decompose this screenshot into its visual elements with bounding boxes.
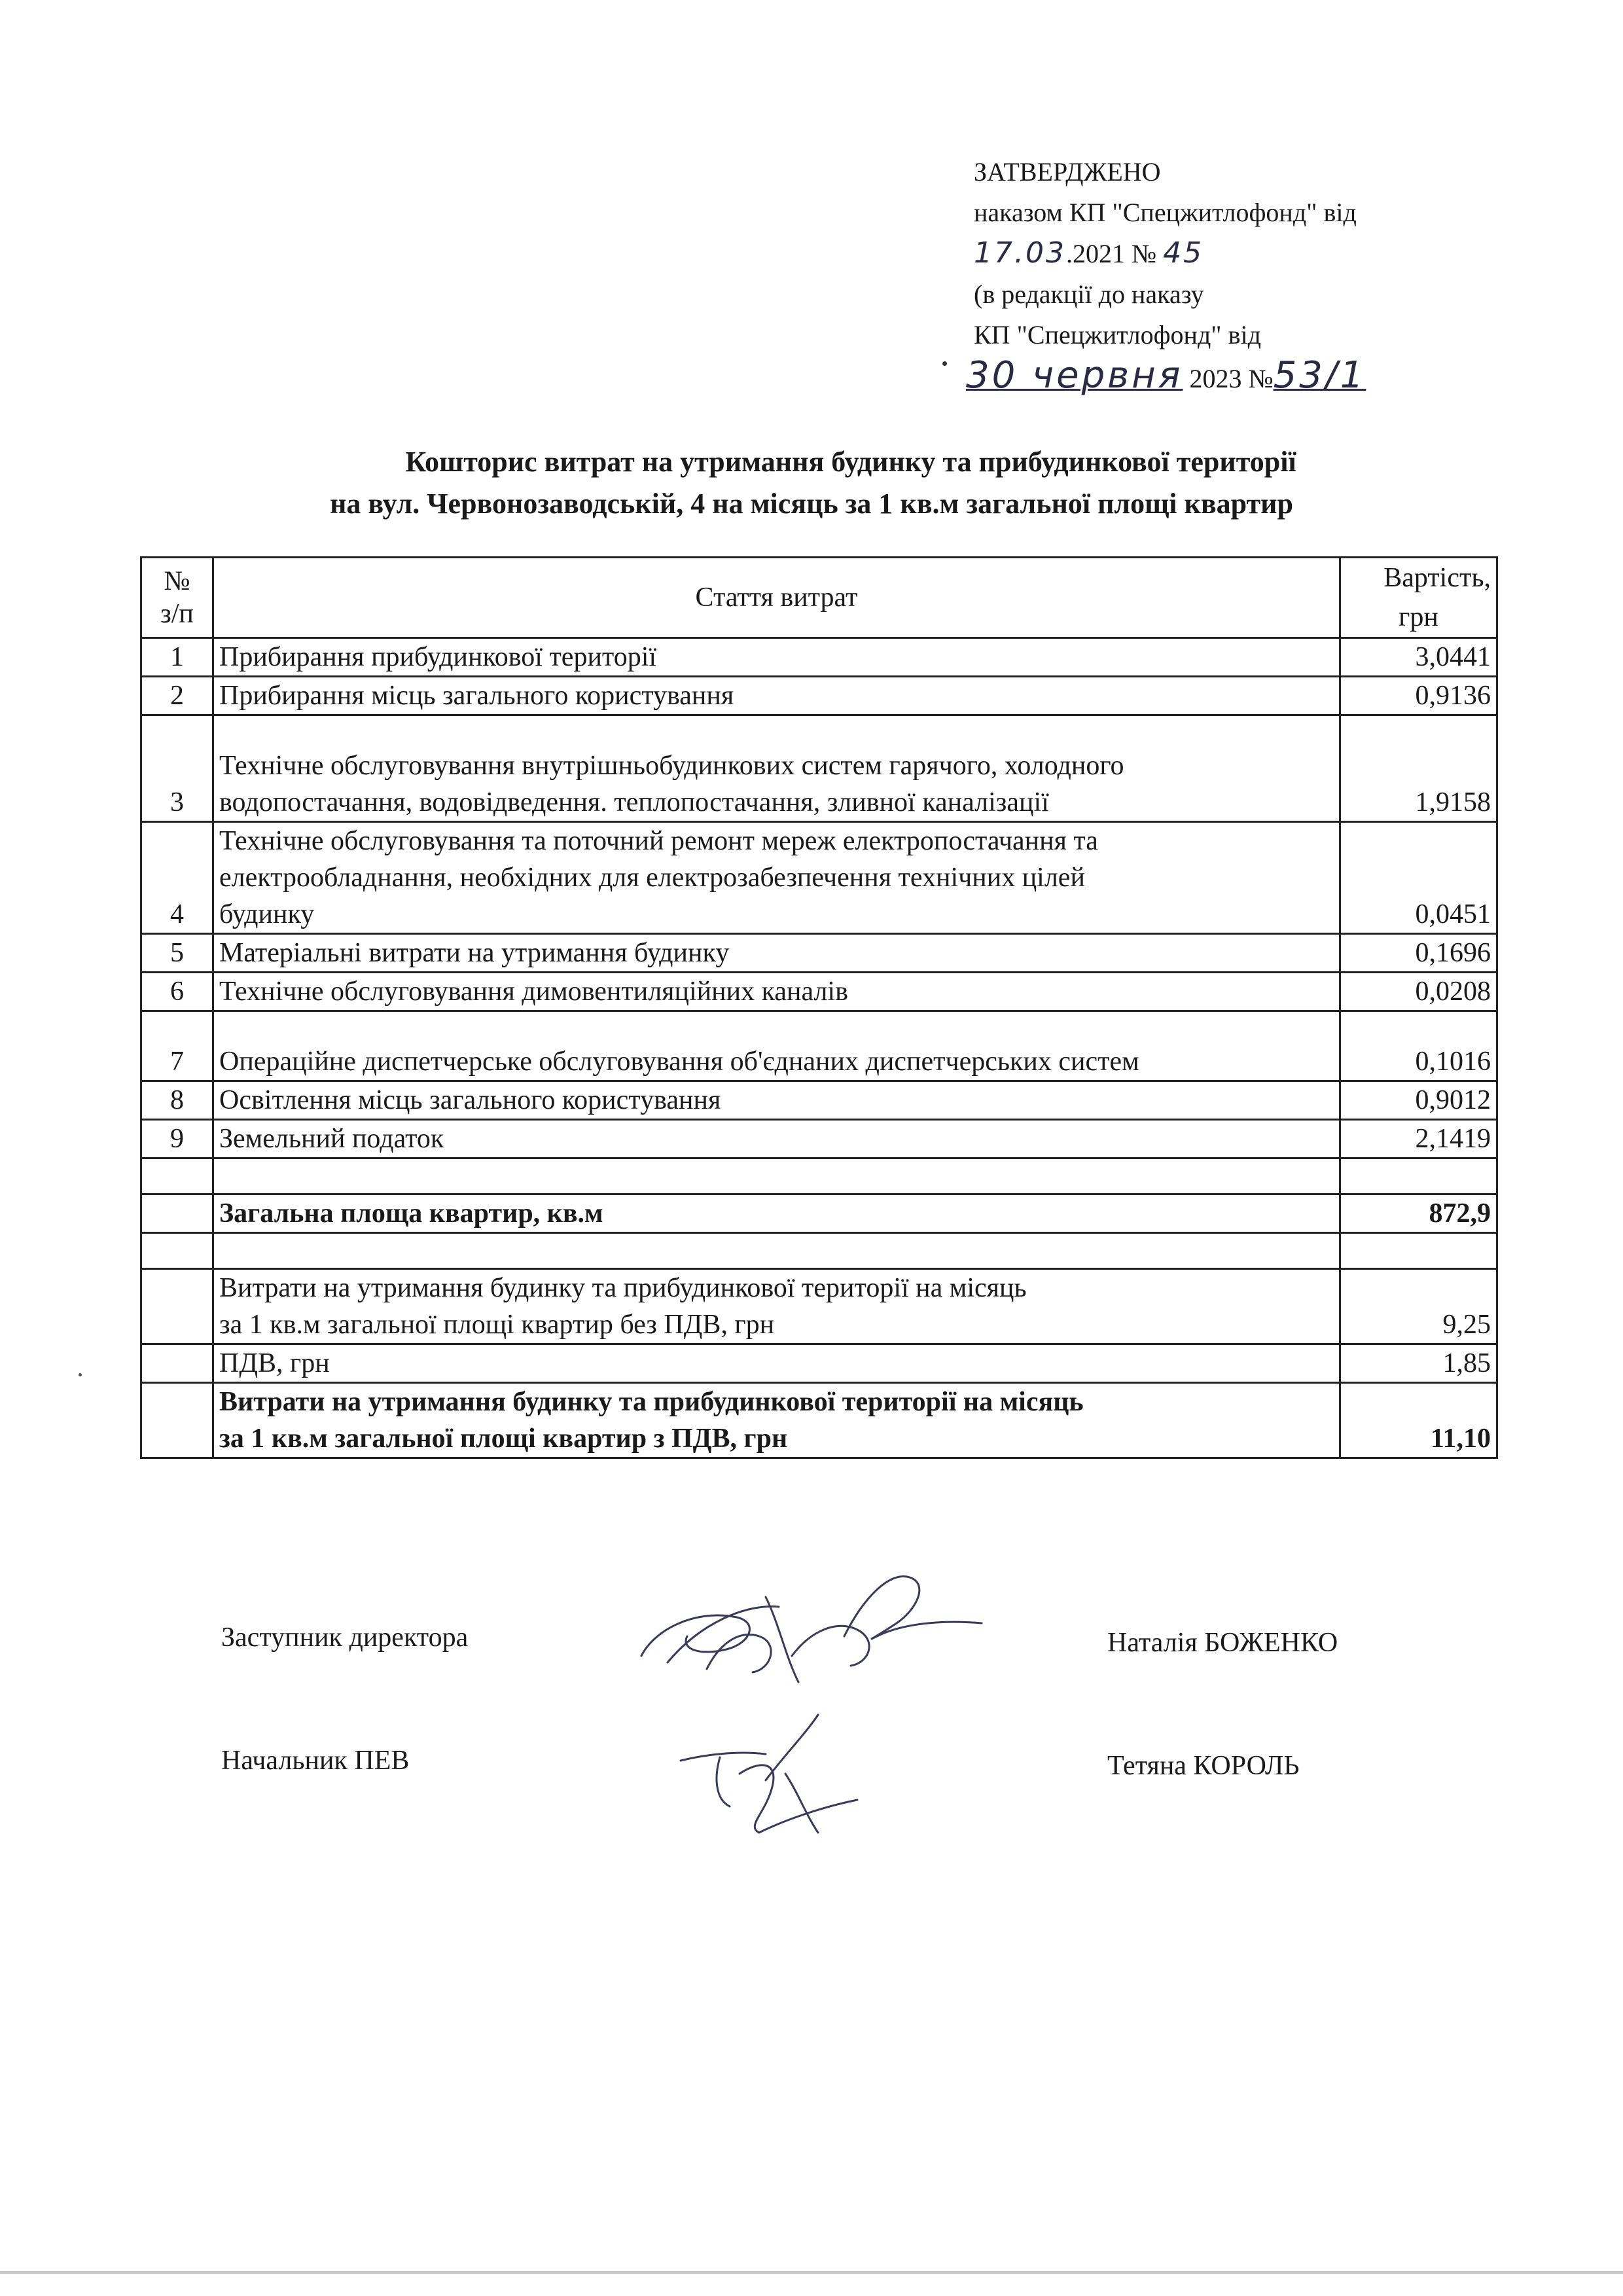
- table-row: 9 Земельний податок 2,1419: [141, 1120, 1497, 1158]
- estimate-table: [140, 556, 1498, 1459]
- table-row: 2 Прибирання місць загального користування 0,9136: [141, 677, 1497, 715]
- handwritten-order2: 53/1: [1273, 354, 1366, 397]
- header-cost: Вартість, грн: [1340, 558, 1497, 638]
- approval-order2-line: [966, 355, 1366, 399]
- scan-speck: [79, 1373, 82, 1376]
- vat-row: ПДВ, грн 1,85: [141, 1344, 1497, 1383]
- approval-year2: 2023 №: [1189, 364, 1274, 393]
- table-row: 3 Технічне обслуговування внутрішньобудинкових систем гарячого, холодного водопостачання, водовідведення. теплопостачання, зливної каналізації 1,9158: [141, 715, 1497, 822]
- approval-order1-line: [974, 233, 1366, 274]
- total-area-row: Загальна площа квартир, кв.м 872,9: [141, 1194, 1497, 1233]
- approval-year1: .2021 №: [1065, 239, 1157, 268]
- table-row: 1 Прибирання прибудинкової території 3,0441: [141, 638, 1497, 677]
- header-item: Стаття витрат: [213, 558, 1340, 638]
- deputy-director-title: Заступник директора: [221, 1623, 469, 1653]
- title-line2: на вул. Червонозаводській, 4 на місяць за 1 кв.м загальної площі квартир: [330, 488, 1293, 520]
- handwritten-date1: 17.03: [974, 236, 1066, 270]
- document-title: [0, 441, 1623, 525]
- title-line1: Кошторис витрат на утримання будинку та прибудинкової території: [405, 446, 1296, 478]
- approval-line4: КП "Спецжитлофонд" від: [974, 320, 1261, 350]
- signature-deputy: [628, 1558, 995, 1702]
- header-num: № з/п: [141, 558, 213, 638]
- cost-no-vat-row: Витрати на утримання будинку та прибудинкової території на місяць за 1 кв.м загальної площі квартир без ПДВ, грн 9,25: [141, 1269, 1497, 1344]
- table-row: 6 Технічне обслуговування димовентиляційних каналів 0,0208: [141, 973, 1497, 1011]
- table-row: 4 Технічне обслуговування та поточний ремонт мереж електропостачання та електрообладнання, необхідних для електрозабезпечення технічних цілей будинку 0,0451: [141, 822, 1497, 934]
- table-row: 8 Освітлення місць загального користування 0,9012: [141, 1081, 1497, 1120]
- handwritten-order1: 45: [1163, 236, 1204, 270]
- approval-line3: (в редакції до наказу: [974, 279, 1204, 309]
- pev-head-name: Тетяна КОРОЛЬ: [1107, 1751, 1300, 1781]
- table-row: 5 Матеріальні витрати на утримання будинку 0,1696: [141, 934, 1497, 973]
- table-header-row: [141, 558, 1497, 638]
- signature-pev: [668, 1702, 877, 1846]
- approval-block: [966, 152, 1366, 399]
- handwritten-date2: 30 червня: [966, 354, 1183, 397]
- approval-line1: наказом КП "Спецжитлофонд" від: [974, 198, 1357, 227]
- cost-with-vat-row: Витрати на утримання будинку та прибудинкової території на місяць за 1 кв.м загальної площі квартир з ПДВ, грн 11,10: [141, 1383, 1497, 1458]
- deputy-director-name: Наталія БОЖЕНКО: [1107, 1628, 1338, 1658]
- approval-heading: ЗАТВЕРДЖЕНО: [974, 157, 1161, 187]
- empty-row: [141, 1158, 1497, 1194]
- ink-dot: [942, 361, 947, 366]
- table-row: 7 Операційне диспетчерське обслуговування об'єднаних диспетчерських систем 0,1016: [141, 1011, 1497, 1081]
- empty-row: [141, 1233, 1497, 1269]
- pev-head-title: Начальник ПЕВ: [221, 1746, 410, 1776]
- scan-edge: [0, 2271, 1623, 2274]
